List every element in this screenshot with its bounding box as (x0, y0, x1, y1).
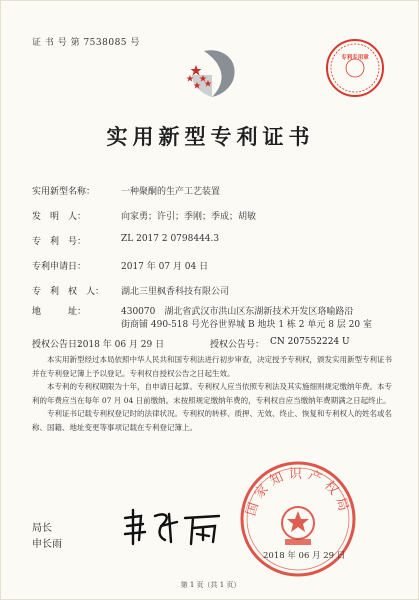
signature-block (32, 521, 62, 553)
field-address (32, 306, 392, 330)
top-seal-text: 专利专用章 (341, 55, 369, 61)
field-filing-date-label: 专利申请日： (32, 262, 87, 272)
certificate-title: 实用新型专利证书 (106, 124, 315, 149)
seal-date: 2018 年 06 月 29 日 (263, 551, 346, 561)
field-pub-no-value: CN 207552224 U (270, 337, 350, 347)
field-inventor-value: 向家勇；许引；季刚；季成；胡敏 (121, 212, 257, 222)
field-pub-no-label: 授权公告号： (210, 340, 265, 350)
handwritten-signature (119, 506, 229, 546)
field-inventor (32, 209, 392, 222)
certificate-number: 证 书 号 第 7538085 号 (32, 38, 140, 48)
certificate-body (32, 353, 392, 434)
field-address-line1: 430070 湖北省武汉市洪山区东湖新技术开发区珞喻路沿 (121, 307, 354, 317)
signature-title: 局长 (32, 523, 52, 534)
field-patent-no (32, 234, 392, 247)
field-grant-date-value: 2018 年 06 月 29 日 (77, 340, 165, 350)
field-name-value: 一种聚酮的生产工艺装置 (121, 187, 221, 197)
field-filing-date-value: 2017 年 07 月 04 日 (121, 262, 209, 272)
field-name (32, 184, 392, 197)
field-holder-value: 湖北三里枫香科技有限公司 (121, 287, 230, 297)
office-seal-stamp (233, 451, 363, 581)
field-name-label: 实用新型名称： (32, 187, 96, 197)
field-patent-no-label: 专 利 号： (32, 237, 87, 247)
field-holder-label: 专 利 权 人： (32, 287, 105, 297)
body-paragraph-2: 本专利的专利权期限为十年，自申请日起算。专利权人应当依照专利法及其实施细则规定缴纳年费。本专利的年费应当在每年 07 月 04 日前缴纳。未按照规定缴纳年费的，专利权自应当缴纳年费期满之日起终止。 (32, 382, 392, 405)
field-address-line2: 街商铺 490-518 号光谷世界城 B 地块 1 栋 2 单元 8 层 20 室 (121, 320, 372, 330)
top-seal-icon (324, 37, 386, 99)
field-patent-no-value: ZL 2017 2 0798444.3 (121, 234, 220, 244)
office-seal-text: 国家知识产权局 (243, 467, 353, 518)
body-paragraph-1: 本实用新型经过本局依照中华人民共和国专利法进行初步审查，决定授予专利权，颁发实用新型专利证书并在专利登记簿上予以登记。专利权自授权公告之日起生效。 (32, 355, 392, 378)
signature-name: 申长雨 (32, 539, 62, 550)
field-grant-date (32, 337, 392, 350)
patent-office-emblem-icon (182, 47, 242, 102)
body-paragraph-3: 专利证书记载专利权登记时的法律状况。专利权的转移、质押、无效、终止、恢复和专利权人的姓名或名称、国籍、地址变更等事项记载在专利登记簿上。 (32, 409, 392, 432)
field-inventor-label: 发 明 人： (32, 212, 87, 222)
field-address-label: 地 址： (32, 307, 87, 317)
field-grant-date-label: 授权公告日： (32, 340, 87, 350)
page-number: 第 1 页（共 1 页） (180, 581, 241, 589)
field-holder (32, 284, 392, 297)
field-filing-date (32, 259, 392, 272)
top-seal-stamp (324, 37, 386, 99)
